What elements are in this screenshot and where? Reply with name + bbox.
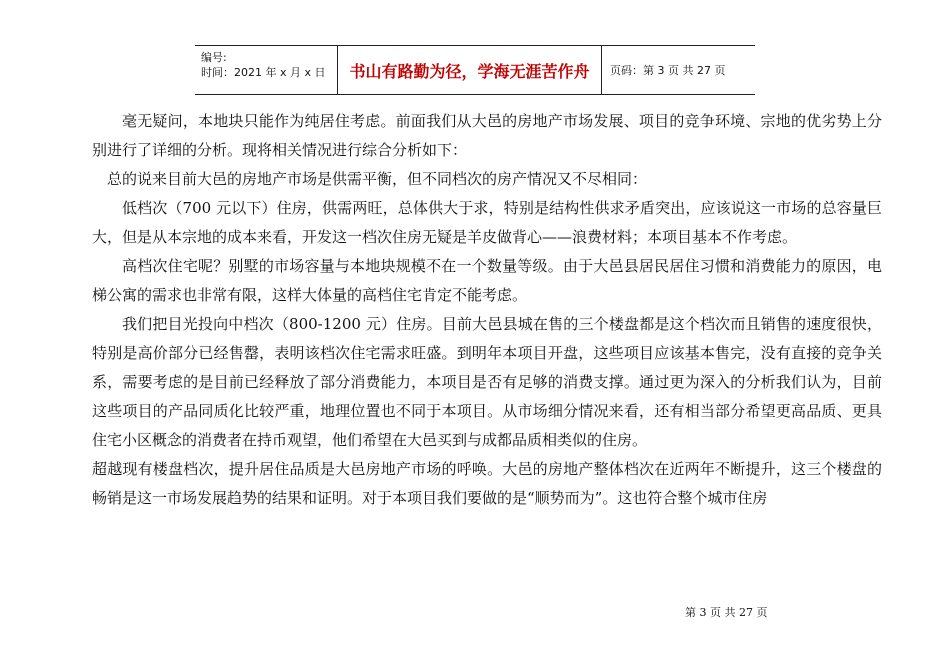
document-number-label: 编号:	[201, 51, 227, 64]
header-motto: 书山有路勤为径，学海无涯苦作舟	[338, 46, 602, 94]
header-page-code: 页码：第 3 页 共 27 页	[610, 64, 726, 77]
header-meta	[195, 46, 338, 94]
paragraph-high-tier: 高档次住宅呢？别墅的市场容量与本地块规模不在一个数量等级。由于大邑县居民居住习惯和消费能力的原因，电梯公寓的需求也非常有限，这样大体量的高档住宅肯定不能考虑。	[92, 257, 882, 304]
paragraph-mid-tier: 我们把目光投向中档次（800-1200 元）住房。目前大邑县城在售的三个楼盘都是这个档次而且销售的速度很快，特别是高价部分已经售罄，表明该档次住宅需求旺盛。到明年本项目开盘，这些项目应该基本售完，没有直接的竞争关系，需要考虑的是目前已经释放了部分消费能力，本项目是否有足够的消费支撑。通过更为深入的分析我们认为，目前这些项目的产品同质化比较严重，地理位置也不同于本项目。从市场细分情况来看，还有相当部分希望更高品质、更具住宅小区概念的消费者在持币观望，他们希望在大邑买到与成都品质相类似的住房。	[92, 315, 882, 449]
paragraph-intro: 毫无疑问，本地块只能作为纯居住考虑。前面我们从大邑的房地产市场发展、项目的竞争环境、宗地的优劣势上分别进行了详细的分析。现将相关情况进行综合分析如下：	[92, 112, 882, 159]
document-date: 时间：2021 年 x 月 x 日	[201, 66, 326, 79]
document-body	[92, 107, 882, 513]
paragraph-upgrade: 超越现有楼盘档次，提升居住品质是大邑房地产市场的呼唤。大邑的房地产整体档次在近两年不断提升，这三个楼盘的畅销是这一市场发展趋势的结果和证明。对于本项目我们要做的是“顺势而为”。这也符合整个城市住房	[92, 460, 882, 507]
page-footer: 第 3 页 共 27 页	[685, 606, 768, 619]
paragraph-summary: 总的说来目前大邑的房地产市场是供需平衡，但不同档次的房产情况又不尽相同：	[107, 170, 648, 188]
page-header	[195, 45, 755, 95]
paragraph-low-tier: 低档次（700 元以下）住房，供需两旺，总体供大于求，特别是结构性供求矛盾突出，应该说这一市场的总容量巨大，但是从本宗地的成本来看，开发这一档次住房无疑是羊皮做背心——浪费材料；本项目基本不作考虑。	[92, 199, 882, 246]
